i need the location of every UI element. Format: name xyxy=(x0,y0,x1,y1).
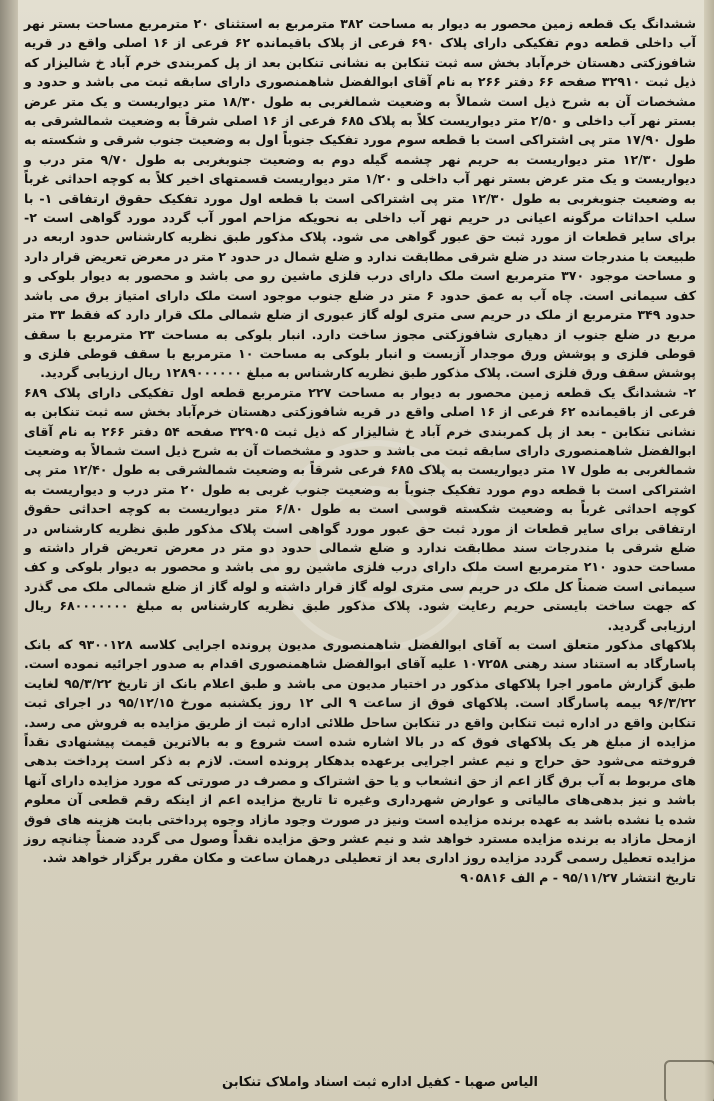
page-left-shadow xyxy=(0,0,18,1101)
notice-paragraph-1: ششدانگ یک قطعه زمین محصور به دیوار به مساحت ۳۸۲ مترمربع به استثنای ۲۰ مترمربع مساحت بستر نهر آب داخلی قطعه دوم تفکیکی دارای پلاک ۶۹۰ فرعی از پلاک باقیمانده ۶۲ فرعی از ۱۶ اصلی واقع در قریه شافوزکتی دهستان خرم‌آباد بخش سه ثبت تنکابن به نشانی تنکابن بعد از پل کمربندی خرم آباد خ شالیزار که ذیل ثبت ۳۲۹۱۰ صفحه ۶۶ دفتر ۲۶۶ به نام آقای ابوالفضل شاهمنصوری دارای سابقه ثبت می باشد و حدود و مشخصات آن به شرح ذیل است شمالاً به وضعیت شمالغربی به طول ۱۸/۳۰ متر دیواریست و یک متر عرض بستر نهر آب داخلی و ۲/۵۰ متر دیواریست کلاً به پلاک ۶۸۵ فرعی از ۱۶ اصلی شرقاً به وضعیت شمالشرقی به طول ۱۷/۹۰ متر پی اشتراکی است با قطعه سوم مورد تفکیک جنوباً اول به وضعیت جنوب شرقی و شکسته به طول ۱۲/۳۰ متر دیواریست به حریم نهر چشمه گیله دوم به وضعیت جنوبغربی به طول ۹/۷۰ متر درب و دیواریست و یک متر عرض بستر نهر آب داخلی و ۱/۲۰ متر دیواریست قسمتهای اخیر کلاً به کوچه احداثی غرباً به وضعیت جنوبغربی به طول ۱۲/۳۰ متر پی اشتراکی است با قطعه اول مورد تفکیک حقوق ارتفاقی ۱- با سلب احداثات مرگونه اعیانی در حریم نهر آب داخلی به نحویکه مزاحم امور آب گردد مورد گواهی است ۲- برای سایر قطعات از مورد ثبت حق عبور گواهی می شود. پلاک مذکور طبق نظریه کارشناس حدود اربعه در طبیعت با مندرجات سند در ضلع شرقی مطابقت ندارد و ضلع شمال در حدود ۲ متر در معرض تعریض قرار دارد و مساحت موجود ۳۷۰ مترمربع است ملک دارای درب فلزی ماشین رو می باشد و محصور به دیوار بلوکی و کف سیمانی است. چاه آب به عمق حدود ۶ متر در ضلع جنوب موجود است ملک دارای امتیاز برق می باشد حدود ۳۴۹ مترمربع از ملک در حریم سی متری لوله گاز عبوری از ضلع شمالی ملک قرار دارد که فقط ۳۳ متر مربع در ضلع جنوب از دهیاری شافوزکتی مجوز ساخت دارد. انبار بلوکی به مساحت ۲۳ مترمربع با سقف قوطی فلزی و پوشش ورق موجدار آزبست و انبار بلوکی به مساحت ۱۰ مترمربع با سقف قوطی فلزی و پوشش سقف ورق فلزی است. پلاک مذکور طبق نظریه کارشناس به مبلغ ۱۲۸۹۰۰۰۰۰۰ ریال ارزیابی گردید. xyxy=(24,16,697,381)
stamp-mark xyxy=(664,1060,714,1101)
auction-notice xyxy=(24,14,696,887)
notice-paragraph-3: پلاکهای مذکور متعلق است به آقای ابوالفضل شاهمنصوری مدیون پرونده اجرایی کلاسه ۹۳۰۰۱۲۸ که بانک پاسارگاد به استناد سند رهنی ۱۰۷۲۵۸ علیه آقای ابوالفضل شاهمنصوری اقدام به صدور اجرائیه نموده است. طبق گزارش مامور اجرا پلاکهای مذکور در اختیار مدیون می باشد و طبق اعلام بانک از تاریخ ۹۵/۳/۲۲ لغایت ۹۶/۳/۲۲ بیمه پاسارگاد است. پلاکهای فوق از ساعت ۹ الی ۱۲ روز یکشنبه مورخ ۹۵/۱۲/۱۵ در اجرای ثبت تنکابن واقع در اداره ثبت تنکابن واقع در تنکابن ساحل طلائی اداره ثبت از طریق مزایده به فروش می رسد. مزایده از مبلغ هر یک پلاکهای فوق که در بالا اشاره شده است شروع و به بالاترین قیمت پیشنهادی نقداً فروخته می‌شود حق حراج و نیم عشر اجرایی برعهده بدهکار پرونده است. لازم به ذکر است پرداخت بدهی های مربوط به آب برق گاز اعم از حق انشعاب و یا حق اشتراک و مصرف در صورتی که مورد مزایده دارای آنها باشد و نیز بدهی‌های مالیاتی و عوارض شهرداری وغیره تا تاریخ مزایده اعم از اینکه رقم قطعی آن معلوم شده یا نشده باشد به عهده برنده مزایده است ونیز در صورت وجود مازاد وجوه پرداختی بابت هزینه های فوق ازمحل مازاد به برنده مزایده مسترد خواهد شد و نیم عشر وحق مزایده نقداً وصول می گردد ضمناً چنانچه روز مزایده تعطیل رسمی گردد مزایده روز اداری بعد از تعطیلی درهمان ساعت و مکان مقرر برگزار خواهد شد. xyxy=(24,637,696,866)
page-right-edge xyxy=(704,0,714,1101)
notice-paragraph-2: ۲- ششدانگ یک قطعه زمین محصور به دیوار به مساحت ۲۲۷ مترمربع قطعه اول تفکیکی دارای پلاک ۶۸۹ فرعی از باقیمانده ۶۲ فرعی از ۱۶ اصلی واقع در قریه شافوزکتی دهستان خرم‌آباد بخش سه ثبت تنکابن به نشانی تنکابن - بعد از پل کمربندی خرم آباد خ شالیزار که ذیل ثبت ۳۲۹۰۵ صفحه ۵۴ دفتر ۲۶۶ به نام آقای ابوالفضل شاهمنصوری دارای سابقه ثبت می باشد و حدود و مشخصات آن به شرح ذیل است شمالاً به وضعیت شمالغربی به طول ۱۷ متر دیواریست به پلاک ۶۸۵ فرعی شرقاً به وضعیت شمالشرقی به طول ۱۲/۴۰ متر پی اشتراکی است با قطعه دوم مورد تفکیک جنوباً به وضعیت جنوب غربی به طول ۲۰ متر درب و دیواریست به کوچه احداثی غرباً به وضعیت شکسته قوسی است به طول ۶/۸۰ متر دیواریست به کوچه احداثی حقوق ارتفاقی برای سایر قطعات از مورد ثبت حق عبور مورد گواهی است پلاک مذکور طبق نظریه کارشناس در ضلع شرقی با مندرجات سند مطابقت ندارد و ضلع شمالی حدود دو متر در معرض تعریض قرار داشته و مساحت حدود ۲۱۰ مترمربع است ملک دارای درب فلزی ماشین رو می باشد و محصور به دیوار بلوکی و کف سیمانی است ضمناً کل ملک در حریم سی متری لوله گاز قرار داشته و لوله گاز از ضلع شمالی ملک می گذرد که جهت ساخت بایستی حریم رعایت شود. پلاک مذکور طبق نظریه کارشناس به مبلغ ۶۸۰۰۰۰۰۰۰ ریال ارزیابی گردید. xyxy=(24,384,697,633)
publication-date-line: تاریخ انتشار ۹۵/۱۱/۲۷ - م الف ۹۰۵۸۱۶ xyxy=(460,869,696,885)
signature-line: الیاس صهبا - کفیل اداره ثبت اسناد واملاک تنکابن xyxy=(222,1075,538,1090)
